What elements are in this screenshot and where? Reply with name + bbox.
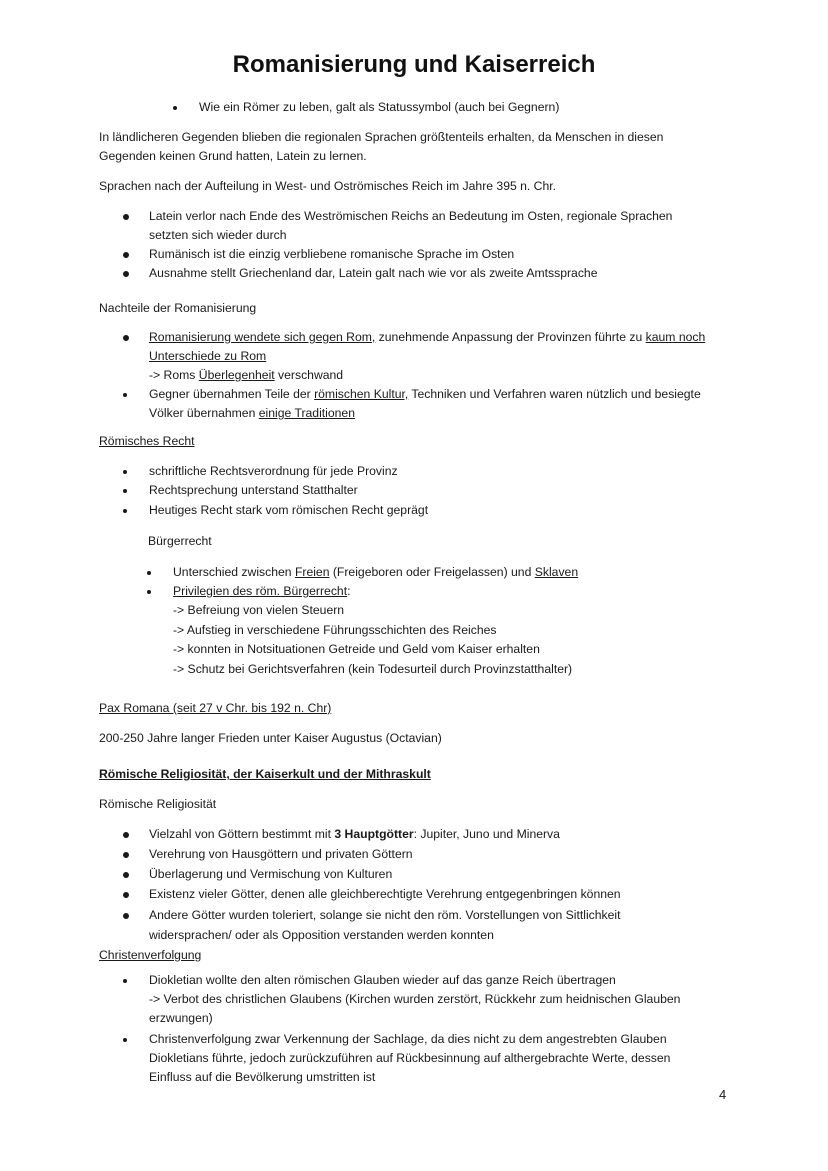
religion-bullet-1 (149, 825, 560, 845)
christen-bullet-1: Diokletian wollte den alten römischen Glauben wieder auf das ganze Reich übertragen (149, 971, 616, 991)
religion-bullet-5-cont: widersprachen/ oder als Opposition verstanden werden konnten (149, 928, 494, 942)
intro-paragraph-line-2: Gegenden keinen Grund hatten, Latein zu lernen. (99, 149, 367, 163)
intro-paragraph-line-1: In ländlicheren Gegenden blieben die regionalen Sprachen größtenteils erhalten, da Menschen in diesen (99, 130, 664, 144)
bold-text: 3 Hauptgötter (334, 827, 414, 841)
nachteile-bullet-1 (149, 328, 705, 348)
underlined-text: Unterschiede zu Rom (149, 349, 267, 363)
christen-bullet-1-line-2: -> Verbot des christlichen Glaubens (Kirchen wurden zerstört, Rückkehr zum heidnischen Glauben (149, 992, 681, 1006)
plain-text: Völker übernahmen (149, 406, 259, 420)
sprachen-paragraph: Sprachen nach der Aufteilung in West- und Oströmisches Reich im Jahre 395 n. Chr. (99, 179, 557, 193)
plain-text: Techniken und Verfahren waren nützlich und besiegte (408, 387, 701, 401)
pax-heading: Pax Romana (seit 27 v Chr. bis 192 n. Chr) (99, 701, 332, 715)
plain-text: : (347, 584, 351, 598)
page-title: Romanisierung und Kaiserreich (232, 51, 596, 78)
underlined-text: Sklaven (534, 565, 579, 579)
plain-text: Gegner übernahmen Teile der (149, 387, 315, 401)
recht-bullet-1: schriftliche Rechtsverordnung für jede Provinz (149, 462, 398, 482)
nachteile-bullet-2 (149, 385, 701, 405)
nachteile-bullet-1-arrow (149, 366, 343, 386)
christen-bullet-1-line-3: erzwungen) (149, 1011, 213, 1025)
plain-text: Unterschied zwischen (173, 565, 295, 579)
plain-text: verschwand (274, 368, 344, 382)
pax-text: 200-250 Jahre langer Frieden unter Kaiser Augustus (Octavian) (99, 731, 442, 745)
privileg-line-1: -> Befreiung von vielen Steuern (173, 603, 345, 617)
religion-bullet-4: Existenz vieler Götter, denen alle gleichberechtigte Verehrung entgegenbringen können (149, 885, 621, 905)
underlined-text: Romanisierung wendete sich gegen Rom, (149, 330, 376, 344)
underlined-text: Privilegien des röm. Bürgerrecht (173, 584, 348, 598)
underlined-text: Überlegenheit (198, 368, 275, 382)
buergerrecht-heading: Bürgerrecht (148, 534, 212, 548)
underlined-text: Freien (294, 565, 330, 579)
sprachen-bullet-1: Latein verlor nach Ende des Weströmischen Reichs an Bedeutung im Osten, regionale Sprachen (149, 207, 672, 227)
nachteile-heading: Nachteile der Romanisierung (99, 301, 257, 315)
religion-heading: Römische Religiosität, der Kaiserkult und der Mithraskult (99, 767, 431, 781)
plain-text: zunehmende Anpassung der Provinzen führte zu (375, 330, 646, 344)
underlined-text: einige Traditionen (258, 406, 355, 420)
recht-heading: Römisches Recht (99, 434, 195, 448)
plain-text: Vielzahl von Göttern bestimmt mit (149, 827, 335, 841)
religion-bullet-3: Überlagerung und Vermischung von Kulturen (149, 865, 392, 885)
underlined-text: römischen Kultur, (314, 387, 409, 401)
christen-bullet-2-line-2: Diokletians führte, jedoch zurückzuführen auf Rückbesinnung auf althergebrachte Werte, dessen (149, 1051, 671, 1065)
sprachen-bullet-3: Ausnahme stellt Griechenland dar, Latein galt nach wie vor als zweite Amtssprache (149, 264, 597, 284)
nachteile-bullet-1-cont (149, 347, 266, 367)
nachteile-bullet-2-cont (149, 404, 355, 424)
privileg-line-4: -> Schutz bei Gerichtsverfahren (kein Todesurteil durch Provinzstatthalter) (173, 662, 573, 676)
religion-bullet-5: Andere Götter wurden toleriert, solange sie nicht den röm. Vorstellungen von Sittlichkeit (149, 906, 621, 926)
recht-bullet-2: Rechtsprechung unterstand Statthalter (149, 481, 358, 501)
plain-text: : Jupiter, Juno und Minerva (413, 827, 560, 841)
buergerrecht-bullet-2 (173, 582, 350, 602)
plain-text: (Freigeboren oder Freigelassen) und (329, 565, 535, 579)
religion-bullet-2: Verehrung von Hausgöttern und privaten Göttern (149, 845, 413, 865)
sprachen-bullet-2: Rumänisch ist die einzig verbliebene romanische Sprache im Osten (149, 245, 514, 265)
page-number: 4 (719, 1087, 727, 1102)
underlined-text: kaum noch (645, 330, 706, 344)
christen-heading: Christenverfolgung (99, 948, 202, 962)
buergerrecht-bullet-1 (173, 563, 578, 583)
plain-text: -> Roms (149, 368, 199, 382)
recht-bullet-3: Heutiges Recht stark vom römischen Recht geprägt (149, 501, 428, 521)
intro-bullet: Wie ein Römer zu leben, galt als Statussymbol (auch bei Gegnern) (199, 98, 559, 118)
privileg-line-3: -> konnten in Notsituationen Getreide und Geld vom Kaiser erhalten (173, 642, 540, 656)
christen-bullet-2: Christenverfolgung zwar Verkennung der Sachlage, da dies nicht zu dem angestrebten Glauben (149, 1030, 667, 1050)
christen-bullet-2-line-3: Einfluss auf die Bevölkerung umstritten ist (149, 1070, 376, 1084)
sprachen-bullet-1-cont: setzten sich wieder durch (149, 228, 287, 242)
religion-subheading: Römische Religiosität (99, 797, 217, 811)
privileg-line-2: -> Aufstieg in verschiedene Führungsschichten des Reiches (173, 623, 497, 637)
